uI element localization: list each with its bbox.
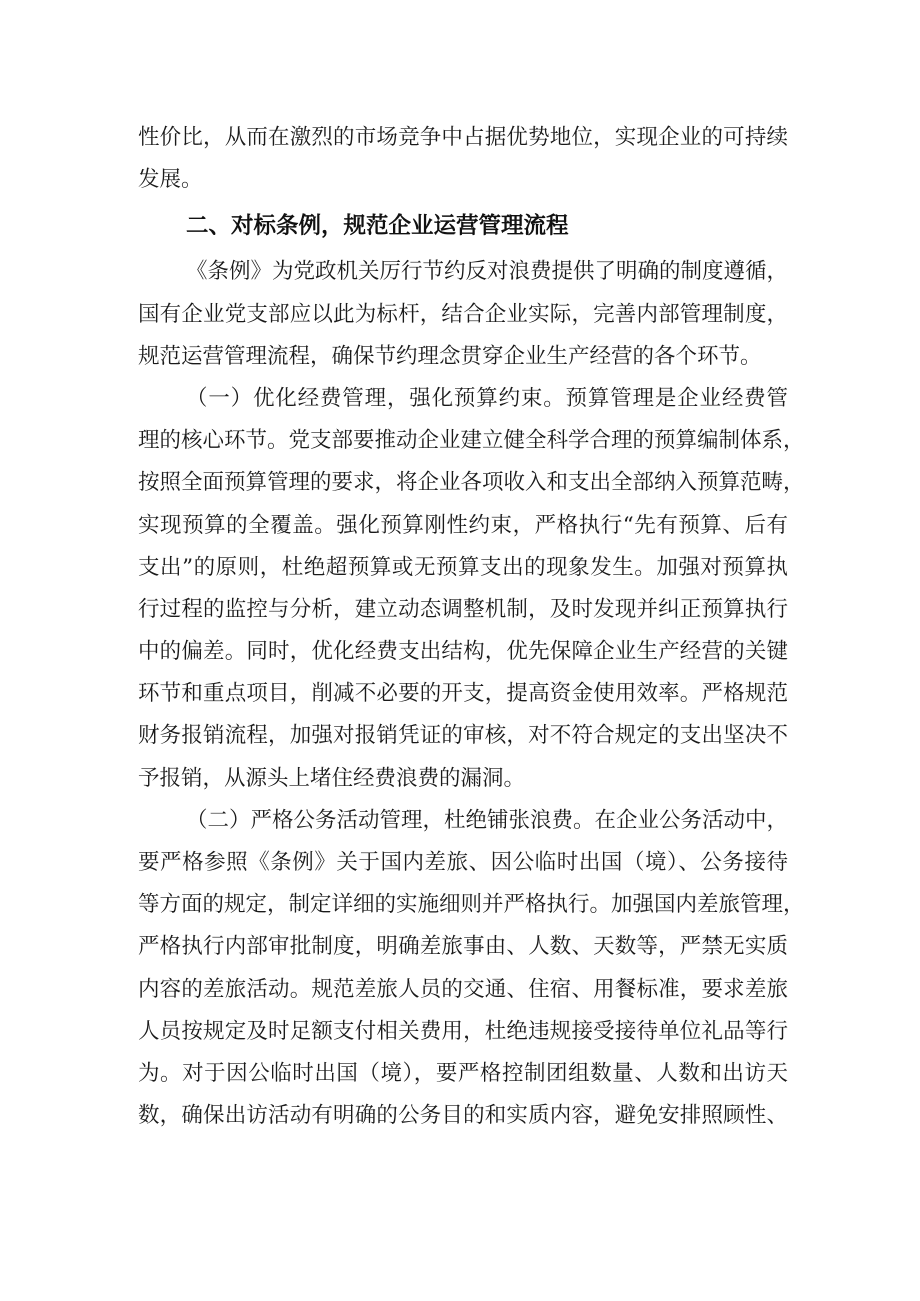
text-line: 财务报销流程，加强对报销凭证的审核，对不符合规定的支出坚决不 (138, 723, 788, 749)
continuation-paragraph (138, 117, 788, 201)
section-heading: 二、对标条例，规范企业运营管理流程 (186, 213, 569, 240)
text-line: 严格执行内部审批制度，明确差旅事由、人数、天数等，严禁无实质 (138, 934, 788, 960)
text-line: 性价比，从而在激烈的市场竞争中占据优势地位，实现企业的可持续 (138, 125, 788, 150)
subsection-budget-paragraph (138, 378, 805, 800)
text-line: 支出”的原则，杜绝超预算或无预算支出的现象发生。加强对预算执 (138, 554, 788, 580)
text-line: （二）严格公务活动管理，杜绝铺张浪费。在企业公务活动中， (186, 807, 789, 833)
text-line: 国有企业党支部应以此为标杆，结合企业实际，完善内部管理制度， (138, 301, 788, 327)
text-line: 为。对于因公临时出国（境），要严格控制团组数量、人数和出访天 (138, 1060, 788, 1086)
text-line: 行过程的监控与分析，建立动态调整机制，及时发现并纠正预算执行 (138, 596, 788, 622)
text-line: 规范运营管理流程，确保节约理念贯穿企业生产经营的各个环节。 (138, 343, 762, 369)
intro-paragraph (138, 251, 788, 378)
text-line: 《条例》为党政机关厉行节约反对浪费提供了明确的制度遵循， (186, 259, 789, 285)
text-line: 人员按规定及时足额支付相关费用，杜绝违规接受接待单位礼品等行 (138, 1018, 788, 1044)
subsection-official-activities-paragraph (138, 800, 805, 1138)
text-line: 中的偏差。同时，优化经费支出结构，优先保障企业生产经营的关键 (138, 639, 788, 665)
text-line: 数，确保出访活动有明确的公务目的和实质内容，避免安排照顾性、 (138, 1103, 788, 1129)
text-line: 实现预算的全覆盖。强化预算刚性约束，严格执行“先有预算、后有 (138, 512, 788, 538)
text-line: （一）优化经费管理，强化预算约束。预算管理是企业经费管 (186, 385, 788, 411)
text-line: 等方面的规定，制定详细的实施细则并严格执行。加强国内差旅管理， (138, 892, 805, 918)
text-line: 按照全面预算管理的要求，将企业各项收入和支出全部纳入预算范畴， (138, 470, 805, 496)
text-line: 内容的差旅活动。规范差旅人员的交通、住宿、用餐标准，要求差旅 (138, 976, 788, 1002)
document-body (138, 117, 805, 1137)
text-line: 要严格参照《条例》关于国内差旅、因公临时出国（境）、公务接待 (138, 850, 788, 875)
text-line: 予报销，从源头上堵住经费浪费的漏洞。 (138, 765, 526, 791)
text-line: 环节和重点项目，削减不必要的开支，提高资金使用效率。严格规范 (138, 681, 788, 707)
text-line: 发展。 (138, 167, 203, 193)
text-line: 理的核心环节。党支部要推动企业建立健全科学合理的预算编制体系， (138, 428, 805, 454)
